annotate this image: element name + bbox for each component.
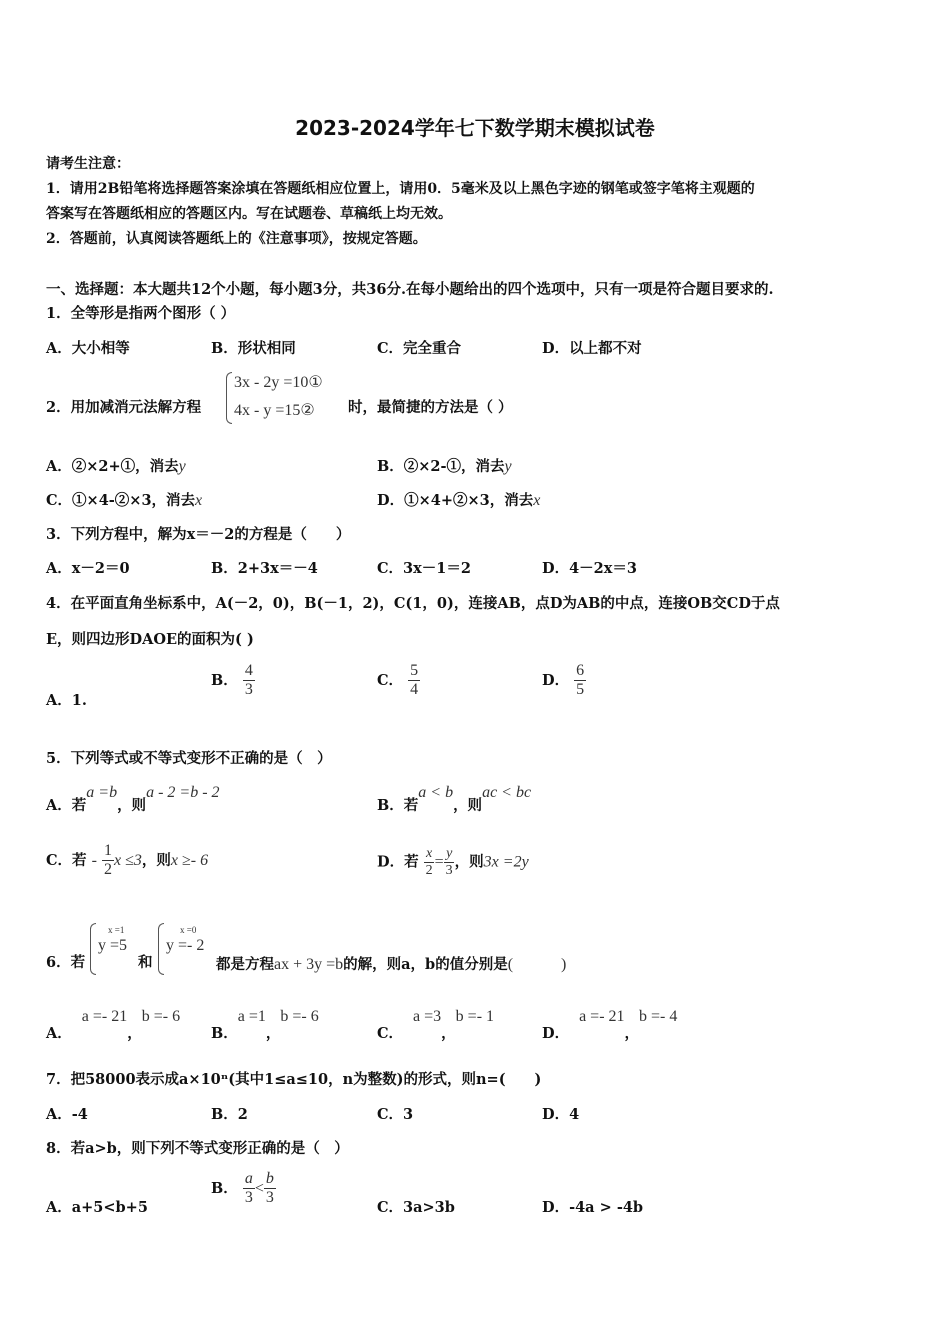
q6-system-1-top: x =1 xyxy=(108,925,125,935)
q8-stem: 8．若a>b，则下列不等式变形正确的是（ ） xyxy=(46,1140,349,1157)
q4-option-b-label: B． xyxy=(211,671,238,689)
numerator: 5 xyxy=(408,662,420,681)
q5-option-b-label: B．若 xyxy=(377,797,419,814)
q5-option-d-label: D．若 xyxy=(377,853,419,871)
q5-option-c-minus: - xyxy=(91,851,97,869)
q3-option-c[interactable]: C．3x－1＝2 xyxy=(377,560,471,577)
q6-option-d-value-1: a =- 21 xyxy=(579,1008,625,1025)
q5-option-a-mid: ，则 xyxy=(117,797,147,814)
q6-equation: ax + 3y =b xyxy=(274,956,344,973)
numerator: a xyxy=(243,1170,255,1189)
numerator: 4 xyxy=(243,662,255,681)
page-title: 2023-2024学年七下数学期末模拟试卷 xyxy=(295,116,655,140)
comma: ， xyxy=(441,1025,456,1042)
q2-option-b-text: B．②×2-①，消去 xyxy=(377,458,505,475)
denominator: 3 xyxy=(244,1189,253,1207)
q2-stem-post: 时，最简捷的方法是（ ） xyxy=(348,399,513,416)
q8-option-b-fraction-2 xyxy=(264,1170,276,1208)
q2-option-c-var: x xyxy=(195,492,203,509)
q3-stem: 3．下列方程中，解为x＝－2的方程是（ ） xyxy=(46,526,351,543)
denominator: 2 xyxy=(425,863,433,879)
q2-option-c[interactable] xyxy=(46,489,202,510)
q8-option-b[interactable] xyxy=(211,1170,276,1208)
q5-option-c-tail: x ≤3 xyxy=(114,851,142,869)
q6-system-2-bottom: y =- 2 xyxy=(166,937,205,954)
q6-option-b-value-1: a =1 xyxy=(237,1008,266,1025)
q5-option-c[interactable] xyxy=(46,842,208,880)
q2-option-a[interactable] xyxy=(46,455,186,476)
q3-option-b[interactable]: B．2+3x＝－4 xyxy=(211,560,318,577)
denominator: 3 xyxy=(265,1189,274,1207)
q5-option-c-result: x ≥- 6 xyxy=(170,851,209,869)
q5-option-a[interactable] xyxy=(46,784,220,815)
q4-option-c[interactable] xyxy=(377,662,420,700)
q8-option-b-label: B． xyxy=(211,1179,238,1197)
notice-heading: 请考生注意： xyxy=(46,156,130,172)
q5-option-d-eq: = xyxy=(434,853,444,871)
q4-option-b-fraction xyxy=(243,662,255,700)
q8-option-b-lt: < xyxy=(254,1179,264,1197)
q1-stem: 1．全等形是指两个图形（ ） xyxy=(46,305,236,322)
q5-option-d-mid: ，则 xyxy=(454,853,484,871)
q4-option-c-fraction xyxy=(408,662,420,700)
section-heading: 一、选择题：本大题共12个小题，每小题3分，共36分.在每小题给出的四个选项中，只有一项是符合题目要求的. xyxy=(46,281,774,298)
q5-option-d-result: 3x =2y xyxy=(483,853,529,871)
q1-option-b[interactable]: B．形状相同 xyxy=(211,340,296,357)
comma: ， xyxy=(127,1025,142,1042)
q5-option-a-result: a - 2 =b - 2 xyxy=(146,784,220,801)
q6-option-b-label: B． xyxy=(211,1025,238,1042)
q5-option-b-cond: a < b xyxy=(418,784,454,801)
denominator: 2 xyxy=(104,861,112,879)
denominator: 3 xyxy=(244,681,253,699)
q8-option-d[interactable]: D．-4a > -4b xyxy=(542,1199,644,1216)
q1-option-a[interactable]: A．大小相等 xyxy=(46,340,130,357)
notice-line-1: 1．请用2B铅笔将选择题答案涂填在答题纸相应位置上，请用0．5毫米及以上黑色字迹的钢笔或签字笔将主观题的 xyxy=(46,181,755,197)
q2-equation-2: 4x - y =15② xyxy=(234,402,315,419)
q6-system-1-brace xyxy=(90,923,96,975)
q1-option-c[interactable]: C．完全重合 xyxy=(377,340,462,357)
numerator: y xyxy=(444,846,454,863)
q4-option-d-fraction xyxy=(574,662,586,700)
comma: ， xyxy=(265,1025,281,1042)
q6-option-d-label: D． xyxy=(542,1025,570,1042)
q6-stem-rest xyxy=(216,951,566,974)
q2-option-d-var: x xyxy=(533,492,541,509)
q6-option-d[interactable] xyxy=(542,1008,677,1043)
q6-option-c-value-2: b =- 1 xyxy=(455,1008,495,1025)
q2-option-a-text: A．②×2+①，消去 xyxy=(46,458,179,475)
q5-option-b[interactable] xyxy=(377,784,531,815)
q5-option-c-mid: ，则 xyxy=(141,851,171,869)
q7-option-d[interactable]: D．4 xyxy=(542,1106,580,1123)
q7-option-a[interactable]: A．-4 xyxy=(46,1106,88,1123)
q2-option-b[interactable] xyxy=(377,455,512,476)
q6-option-a-value-1: a =- 21 xyxy=(81,1008,128,1025)
q8-option-b-fraction-1 xyxy=(243,1170,255,1208)
q5-option-d-fraction-1 xyxy=(424,846,435,879)
q7-option-b[interactable]: B．2 xyxy=(211,1106,248,1123)
q5-stem: 5．下列等式或不等式变形不正确的是（ ） xyxy=(46,750,332,767)
q6-option-b[interactable] xyxy=(211,1008,319,1043)
numerator: 6 xyxy=(574,662,586,681)
q6-option-a-value-2: b =- 6 xyxy=(141,1008,181,1025)
q4-stem-1: 4．在平面直角坐标系中，A(－2，0)，B(－1，2)，C(1，0)，连接AB，点D为AB的中点，连接OB交CD于点 xyxy=(46,595,780,612)
q4-option-b[interactable] xyxy=(211,662,255,700)
q2-option-d-text: D．①×4+②×3，消去 xyxy=(377,492,534,509)
q5-option-d-fraction-2 xyxy=(444,846,455,879)
q6-option-c-value-1: a =3 xyxy=(413,1008,442,1025)
q8-option-c[interactable]: C．3a>3b xyxy=(377,1199,455,1216)
q6-prefix: 6．若 xyxy=(46,954,86,971)
q6-option-b-value-2: b =- 6 xyxy=(280,1008,319,1025)
q6-and: 和 xyxy=(138,954,153,971)
q6-system-1-bottom: y =5 xyxy=(98,937,128,954)
numerator: x xyxy=(424,846,434,863)
q6-paren: ( ) xyxy=(507,956,567,973)
q4-option-d[interactable] xyxy=(542,662,586,700)
q1-option-d[interactable]: D．以上都不对 xyxy=(542,340,642,357)
q6-option-c[interactable] xyxy=(377,1008,494,1043)
q6-option-a[interactable] xyxy=(46,1008,180,1043)
q5-option-a-cond: a =b xyxy=(86,784,118,801)
q5-option-c-fraction xyxy=(102,842,114,880)
q3-option-d[interactable]: D．4－2x＝3 xyxy=(542,560,637,577)
q2-system-brace xyxy=(226,372,232,424)
q2-option-b-var: y xyxy=(504,458,512,475)
q4-stem-2: E，则四边形DAOE的面积为( ) xyxy=(46,631,254,648)
q7-stem: 7．把58000表示成a×10ⁿ(其中1≤a≤10，n为整数)的形式，则n=( ) xyxy=(46,1071,542,1088)
comma: ， xyxy=(624,1025,640,1042)
notice-line-2: 2．答题前，认真阅读答题纸上的《注意事项》，按规定答题。 xyxy=(46,231,427,247)
q5-option-c-label: C．若 xyxy=(46,851,87,869)
q6-mid: 都是方程 xyxy=(216,956,274,973)
notice-line-1b: 答案写在答题纸相应的答题区内。写在试题卷、草稿纸上均无效。 xyxy=(46,206,452,222)
q5-option-b-mid: ，则 xyxy=(453,797,483,814)
q6-system-2-top: x =0 xyxy=(180,925,197,935)
q6-option-a-label: A． xyxy=(46,1025,72,1042)
q4-option-a[interactable]: A．1. xyxy=(46,692,87,709)
q2-option-c-text: C．①×4-②×3，消去 xyxy=(46,492,196,509)
q2-option-d[interactable] xyxy=(377,489,540,510)
q4-option-c-label: C． xyxy=(377,671,404,689)
q2-stem-pre: 2．用加减消元法解方程 xyxy=(46,399,202,416)
numerator: b xyxy=(264,1170,276,1189)
q7-option-c[interactable]: C．3 xyxy=(377,1106,414,1123)
q8-option-a[interactable]: A．a+5<b+5 xyxy=(46,1199,148,1216)
denominator: 3 xyxy=(445,863,453,879)
q6-system-2-brace xyxy=(158,923,164,975)
numerator: 1 xyxy=(102,842,114,861)
q5-option-a-label: A．若 xyxy=(46,797,87,814)
q2-equation-1: 3x - 2y =10① xyxy=(234,374,323,391)
q6-option-d-value-2: b =- 4 xyxy=(639,1008,678,1025)
q4-option-d-label: D． xyxy=(542,671,570,689)
q2-option-a-var: y xyxy=(178,458,186,475)
q5-option-b-result: ac < bc xyxy=(482,784,532,801)
denominator: 4 xyxy=(410,681,419,699)
denominator: 5 xyxy=(576,681,585,699)
q6-post: 的解，则a，b的值分别是 xyxy=(343,956,508,973)
q3-option-a[interactable]: A．x－2＝0 xyxy=(46,560,130,577)
q6-option-c-label: C． xyxy=(377,1025,404,1042)
q5-option-d[interactable] xyxy=(377,846,529,879)
